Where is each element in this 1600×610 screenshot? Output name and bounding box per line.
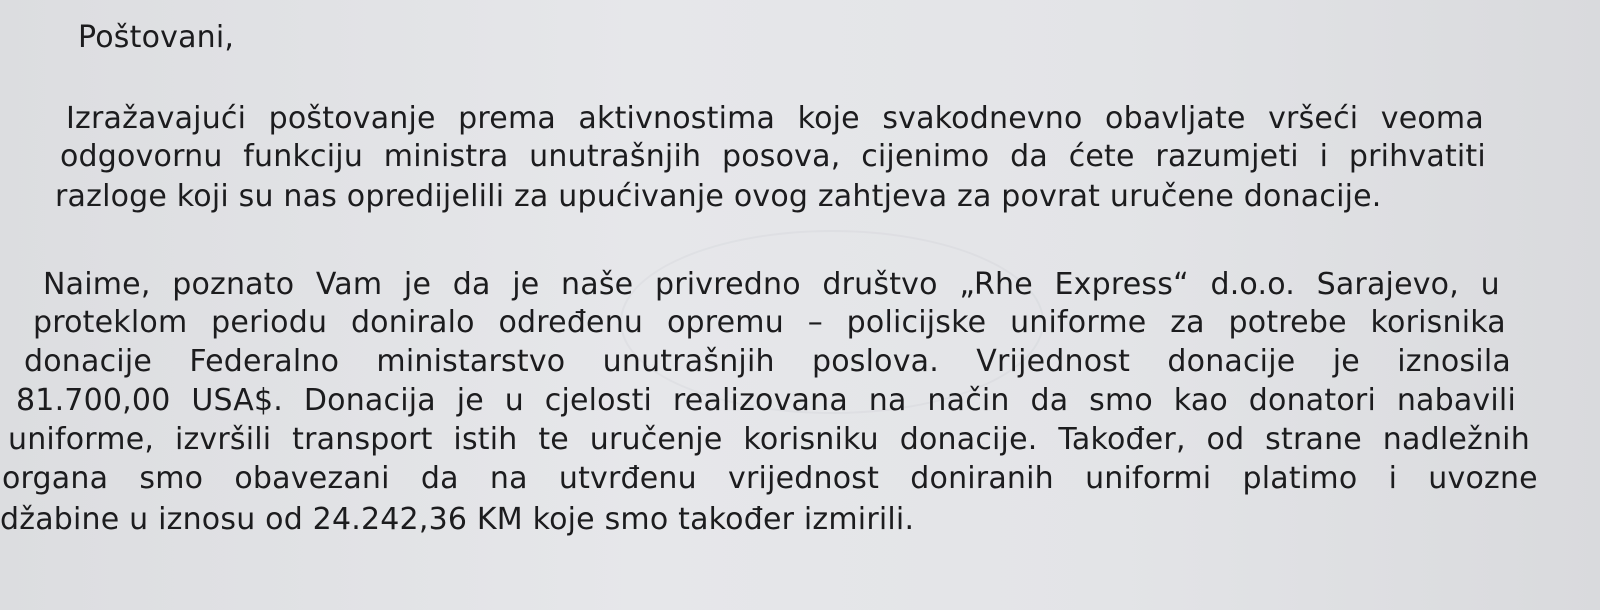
word: je <box>512 267 540 302</box>
word: funkciju <box>243 139 364 174</box>
word: organa <box>2 461 109 496</box>
word: ćete <box>1068 139 1135 174</box>
word: način <box>927 383 1010 418</box>
word: unutrašnjih <box>529 139 702 174</box>
word: donacije. <box>899 422 1038 457</box>
word: transport <box>292 422 433 457</box>
word: u <box>1480 267 1500 302</box>
word: razumjeti <box>1155 139 1299 174</box>
word: nabavili <box>1396 383 1516 418</box>
word: Izražavajući <box>66 101 247 136</box>
word: donacije <box>1167 344 1296 379</box>
word: uvozne <box>1428 461 1538 496</box>
word: naše <box>561 267 634 302</box>
paragraph2-line3 <box>24 345 1511 379</box>
paragraph2-line5 <box>8 423 1530 457</box>
paragraph2-line2 <box>33 306 1506 340</box>
word: na <box>868 383 907 418</box>
word: Federalno <box>189 344 340 379</box>
word: kao <box>1173 383 1228 418</box>
word: izvršili <box>174 422 272 457</box>
word: da <box>1010 139 1048 174</box>
word: koje <box>797 101 860 136</box>
word: d.o.o. <box>1210 267 1295 302</box>
word: USA$. <box>191 383 284 418</box>
word: prema <box>458 101 556 136</box>
letter-greeting: Poštovani, <box>78 20 235 55</box>
word: poštovanje <box>268 101 436 136</box>
word: strane <box>1265 422 1362 457</box>
word: ministra <box>383 139 509 174</box>
word: Vrijednost <box>976 344 1131 379</box>
word: je <box>1332 344 1360 379</box>
word: Express“ <box>1054 267 1189 302</box>
word: – <box>807 305 823 340</box>
word: utvrđenu <box>558 461 697 496</box>
paragraph1-line3: razloge koji su nas opredijelili za upućivanje ovog zahtjeva za povrat uručene donacije. <box>55 179 1382 214</box>
word: uniformi <box>1085 461 1212 496</box>
word: cjelosti <box>544 383 653 418</box>
word: uniforme <box>1010 305 1147 340</box>
word: opremu <box>666 305 784 340</box>
word: da <box>1030 383 1069 418</box>
paragraph2-line1 <box>43 268 1500 302</box>
word: Vam <box>315 267 383 302</box>
word: realizovana <box>672 383 848 418</box>
word: potrebe <box>1228 305 1347 340</box>
word: uniforme, <box>8 422 155 457</box>
word: obavljate <box>1105 101 1246 136</box>
word: cijenimo <box>861 139 990 174</box>
word: i <box>1388 461 1398 496</box>
word: je <box>456 383 484 418</box>
word: istih <box>453 422 518 457</box>
word: na <box>489 461 528 496</box>
word: svakodnevno <box>882 101 1083 136</box>
word: da <box>420 461 459 496</box>
paragraph2-line7: džabine u iznosu od 24.242,36 KM koje smo također izmirili. <box>0 502 915 537</box>
paragraph2-line4 <box>16 384 1516 418</box>
word: da <box>452 267 491 302</box>
word: društvo <box>822 267 938 302</box>
word: korisniku <box>743 422 879 457</box>
word: ministarstvo <box>376 344 566 379</box>
word: doniralo <box>350 305 475 340</box>
word: nadležnih <box>1382 422 1530 457</box>
word: Donacija <box>303 383 436 418</box>
word: policijske <box>846 305 987 340</box>
word: u <box>504 383 524 418</box>
word: veoma <box>1380 101 1484 136</box>
word: Također, <box>1058 422 1186 457</box>
word: uručenje <box>589 422 723 457</box>
word: vršeći <box>1268 101 1359 136</box>
word: privredno <box>654 267 801 302</box>
word: korisnika <box>1370 305 1506 340</box>
word: određenu <box>498 305 644 340</box>
word: vrijednost <box>728 461 880 496</box>
word: 81.700,00 <box>16 383 171 418</box>
word: Sarajevo, <box>1316 267 1459 302</box>
word: smo <box>139 461 204 496</box>
word: obavezani <box>234 461 390 496</box>
word: poznato <box>172 267 295 302</box>
word: prihvatiti <box>1348 139 1486 174</box>
word: posova, <box>721 139 841 174</box>
word: platimo <box>1242 461 1358 496</box>
word: proteklom <box>33 305 188 340</box>
word: smo <box>1089 383 1153 418</box>
word: donacije <box>24 344 153 379</box>
word: od <box>1206 422 1245 457</box>
word: Naime, <box>43 267 151 302</box>
word: „Rhe <box>959 267 1033 302</box>
paragraph1-line2 <box>60 140 1486 174</box>
word: donatori <box>1248 383 1376 418</box>
word: i <box>1319 139 1329 174</box>
word: je <box>403 267 432 302</box>
paragraph2-line6 <box>2 462 1538 496</box>
word: aktivnostima <box>578 101 776 136</box>
word: te <box>538 422 569 457</box>
word: za <box>1170 305 1205 340</box>
paragraph1-line1 <box>66 102 1484 136</box>
word: iznosila <box>1397 344 1511 379</box>
word: periodu <box>211 305 328 340</box>
word: poslova. <box>812 344 939 379</box>
word: doniranih <box>910 461 1054 496</box>
word: unutrašnjih <box>602 344 775 379</box>
word: odgovornu <box>60 139 223 174</box>
